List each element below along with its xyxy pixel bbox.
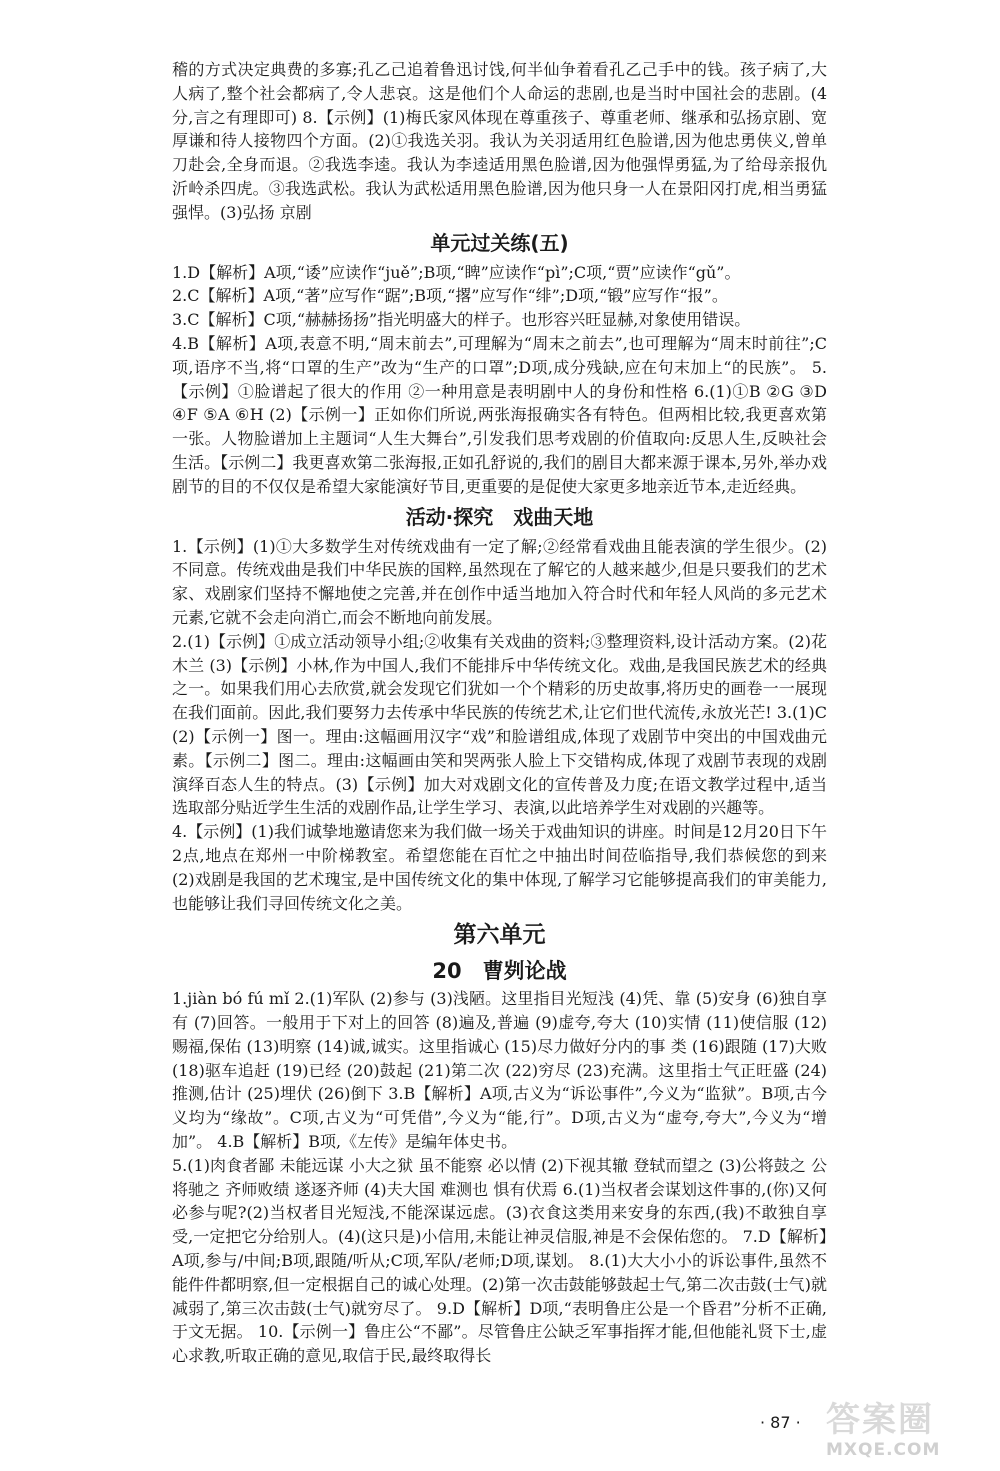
section-heading: 活动·探究 戏曲天地 xyxy=(405,504,594,529)
text-paragraph: 4.B【解析】A项,表意不明,“周末前去”,可理解为“周末之前去”,也可理解为“周末时前往”;C项,语序不当,将“口罩的生产”改为“生产的口罩”;D项,成分残缺,应在句末加上“的民族”。 5.【示例】①脸谱起了很大的作用 ②一种用意是表明剧中人的身份和性格 6.(1)①B ②G ③D ④F ⑤A ⑥H (2)【示例一】正如你们所说,两张海报确实各有特色。但两相比较,我更喜欢第一张。人物脸谱加上主题词“人生大舞台”,引发我们思考戏剧的价值取向:反思人生,反映社会生活。【示例二】我更喜欢第二张海报,正如孔舒说的,我们的剧目大都来源于课本,另外,举办戏剧节的目的不仅仅是希望大家能演好节目,更重要的是促使大家更多地亲近节本,走近经典。 xyxy=(172,333,827,496)
text-paragraph: 4.【示例】(1)我们诚挚地邀请您来为我们做一场关于戏曲知识的讲座。时间是12月20日下午2点,地点在郑州一中阶梯教室。希望您能在百忙之中抽出时间莅临指导,我们恭候您的到来 (2)戏剧是我国的艺术瑰宝,是中国传统文化的集中体现,了解学习它能够提高我们的审美能力,也能够让我们寻回传统文化之美。 xyxy=(172,822,827,913)
text-paragraph: 2.(1)【示例】①成立活动领导小组;②收集有关戏曲的资料;③整理资料,设计活动方案。(2)花木兰 (3)【示例】小林,作为中国人,我们不能排斥中华传统文化。戏曲,是我国民族艺术的经典之一。如果我们用心去欣赏,就会发现它们犹如一个个精彩的历史故事,将历史的画卷一一展现在我们面前。因此,我们要努力去传承中华民族的传统艺术,让它们世代流传,永放光芒! 3.(1)C (2)【示例一】图一。理由:这幅画用汉字“戏”和脸谱组成,体现了戏剧节中突出的中国戏曲元素。【示例二】图二。理由:这幅画由笑和哭两张人脸上下交错构成,体现了戏剧节表现的戏剧演绎百态人生的特点。(3)【示例】加大对戏剧文化的宣传普及力度;在语文教学过程中,适当选取部分贴近学生生活的戏剧作品,让学生学习、表演,以此培养学生对戏剧的兴趣等。 xyxy=(172,631,827,818)
watermark-logo xyxy=(826,1400,986,1462)
watermark-brand: 答案圈 xyxy=(826,1400,934,1440)
section-heading: 单元过关练(五) xyxy=(430,230,569,255)
page-number: · 87 · xyxy=(760,1413,801,1432)
answer-content xyxy=(172,58,827,1368)
text-paragraph: 稽的方式决定典费的多寡;孔乙己追着鲁迅讨饯,何半仙争着看孔乙己手中的钱。孩子病了,大人病了,整个社会都病了,令人悲哀。这是他们个人命运的悲剧,也是当时中国社会的悲剧。(4分,言之有理即可) 8.【示例】(1)梅氏家风体现在尊重孩子、尊重老师、继承和弘扬京剧、宽厚谦和待人接物四个方面。(2)①我选关羽。我认为关羽适用红色脸谱,因为他忠勇侠义,曾单刀赴会,全身而退。②我选李逵。我认为李逵适用黑色脸谱,因为他强悍勇猛,为了给母亲报仇沂岭杀四虎。③我选武松。我认为武松适用黑色脸谱,因为他只身一人在景阳冈打虎,相当勇猛强悍。(3)弘扬 京剧 xyxy=(172,60,827,222)
text-paragraph: 1.【示例】(1)①大多数学生对传统戏曲有一定了解;②经常看戏曲且能表演的学生很少。(2)不同意。传统戏曲是我们中华民族的国粹,虽然现在了解它的人越来越少,但是只要我们的艺术家、戏剧家们坚持不懈地使之完善,并在创作中适当地加入符合时代和年轻人风尚的多元艺术元素,它就不会走向消亡,而会不断地向前发展。 xyxy=(172,536,827,627)
text-paragraph: 5.(1)肉食者鄙 未能远谋 小大之狱 虽不能察 必以情 (2)下视其辙 登轼而望之 (3)公将鼓之 公将驰之 齐师败绩 遂逐齐师 (4)夫大国 难测也 惧有伏焉 6.(1)当权者会谋划这件事的,(你)又何必参与呢?(2)当权者目光短浅,不能深谋远虑。(3)衣食这类用来安身的东西,(我)不敢独自享受,一定把它分给别人。(4)(这只是)小信用,未能让神灵信服,神是不会保佑您的。 7.D【解析】A项,参与/中间;B项,跟随/听从;C项,军队/老师;D项,谋划。 8.(1)大大小小的诉讼事件,虽然不能件件都明察,但一定根据自己的诚心处理。(2)第一次击鼓能够鼓起士气,第二次击鼓(士气)就减弱了,第三次击鼓(士气)就穷尽了。 9.D【解析】D项,“表明鲁庄公是一个昏君”分析不正确,于文无据。 10.【示例一】鲁庄公“不鄙”。尽管鲁庄公缺乏军事指挥才能,但他能礼贤下士,虚心求教,听取正确的意见,取信于民,最终取得长 xyxy=(172,1155,827,1366)
text-paragraph: 1.D【解析】A项,“诿”应读作“juě”;B项,“睥”应读作“pì”;C项,“贾”应读作“gǔ”。 xyxy=(172,262,741,282)
text-paragraph: 3.C【解析】C项,“赫赫扬扬”指光明盛大的样子。也形容兴旺显赫,对象使用错误。 xyxy=(172,310,751,330)
watermark-url: MXQE.COM xyxy=(826,1440,941,1460)
text-paragraph: 2.C【解析】A项,“著”应写作“踞”;B项,“撂”应写作“绯”;D项,“锻”应写作“报”。 xyxy=(172,286,728,306)
text-paragraph: 1.jiàn bó fú mǐ 2.(1)军队 (2)参与 (3)浅陋。这里指目光短浅 (4)凭、靠 (5)安身 (6)独自享有 (7)回答。一般用于下对上的回答 (8)遍及,普遍 (9)虚夸,夸大 (10)实情 (11)使信服 (12)赐福,保佑 (13)明察 (14)诚,诚实。这里指诚心 (15)尽力做好分内的事 类 (16)跟随 (17)大败 (18)驱车追赶 (19)已经 (20)鼓起 (21)第二次 (22)穷尽 (23)充满。这里指士气正旺盛 (24)推测,估计 (25)埋伏 (26)倒下 3.B【解析】A项,古义为“诉讼事件”,今义为“监狱”。B项,古今义均为“缘故”。C项,古义为“可凭借”,今义为“能,行”。D项,古义为“虚夸,夸大”,今义为“增加”。 4.B【解析】B项,《左传》是编年体史书。 xyxy=(172,989,827,1152)
unit-heading: 第六单元 xyxy=(453,922,546,949)
lesson-heading: 20 曹刿论战 xyxy=(432,959,567,984)
